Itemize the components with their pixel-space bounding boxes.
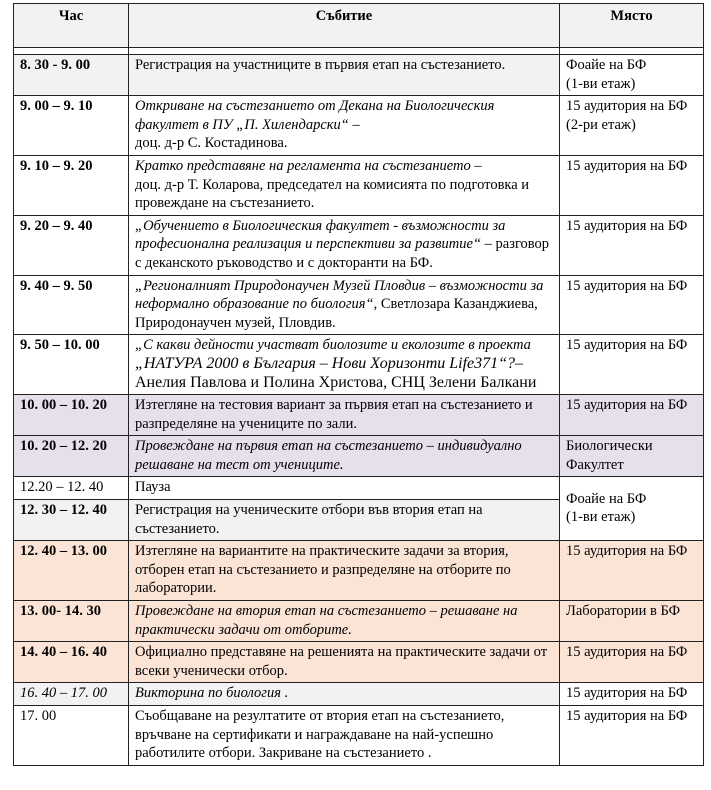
time-cell: 9. 00 – 9. 10 [14, 96, 129, 156]
table-row [14, 642, 704, 683]
time-cell: 17. 00 [14, 706, 129, 766]
header-place: Място [560, 4, 704, 48]
header-event: Събитие [129, 4, 560, 48]
header-time: Час [14, 4, 129, 48]
time-cell: 16. 40 – 17. 00 [14, 683, 129, 706]
event-cell: Откриване на състезанието от Декана на Биологическия факултет в ПУ „П. Хилендарски“ – доц. д-р С. Костадинова. [129, 96, 560, 156]
schedule-table [13, 3, 704, 766]
time-cell: 12.20 – 12. 40 [14, 477, 129, 500]
event-cell: Провеждане на първия етап на състезанието – индивидуално решаване на тест от учениците. [129, 436, 560, 477]
table-row [14, 55, 704, 96]
table-row [14, 96, 704, 156]
table-row [14, 601, 704, 642]
time-cell: 10. 00 – 10. 20 [14, 395, 129, 436]
time-cell: 12. 40 – 13. 00 [14, 541, 129, 601]
time-cell: 8. 30 - 9. 00 [14, 55, 129, 96]
event-cell: Регистрация на ученическите отбори във втория етап на състезанието. [129, 500, 560, 541]
place-cell: 15 аудитория на БФ (2-ри етаж) [560, 96, 704, 156]
header-row [14, 4, 704, 48]
place-cell: Фоайе на БФ (1-ви етаж) [560, 477, 704, 541]
spacer-row [14, 48, 704, 55]
place-cell: 15 аудитория на БФ [560, 155, 704, 215]
table-row [14, 477, 704, 500]
place-cell: Фоайе на БФ (1-ви етаж) [560, 55, 704, 96]
place-cell: 15 аудитория на БФ [560, 335, 704, 395]
place-cell: 15 аудитория на БФ [560, 215, 704, 275]
time-cell: 10. 20 – 12. 20 [14, 436, 129, 477]
event-cell: Регистрация на участниците в първия етап на състезанието. [129, 55, 560, 96]
time-cell: 13. 00- 14. 30 [14, 601, 129, 642]
table-row [14, 215, 704, 275]
event-cell: Провеждане на втория етап на състезанието – решаване на практически задачи от отборите. [129, 601, 560, 642]
time-cell: 9. 20 – 9. 40 [14, 215, 129, 275]
event-cell: „Обучението в Биологическия факултет - възможности за професионална реализация и перспективи за развитие“ – разговор с деканското ръководство и с докторанти на БФ. [129, 215, 560, 275]
event-cell: Пауза [129, 477, 560, 500]
place-cell: 15 аудитория на БФ [560, 642, 704, 683]
table-row [14, 683, 704, 706]
table-row [14, 436, 704, 477]
place-cell: Лаборатории в БФ [560, 601, 704, 642]
place-cell: 15 аудитория на БФ [560, 541, 704, 601]
event-cell: Викторина по биология . [129, 683, 560, 706]
time-cell: 9. 10 – 9. 20 [14, 155, 129, 215]
event-cell: Изтегляне на вариантите на практическите задачи за втория, отборен етап на състезанието и разпределяне на отборите по лаборатории. [129, 541, 560, 601]
event-cell: Изтегляне на тестовия вариант за първия етап на състезанието и разпределяне на учениците по зали. [129, 395, 560, 436]
place-cell: Биологически Факултет [560, 436, 704, 477]
place-cell: 15 аудитория на БФ [560, 275, 704, 335]
place-cell: 15 аудитория на БФ [560, 706, 704, 766]
table-row [14, 395, 704, 436]
event-cell: Кратко представяне на регламента на състезанието – доц. д-р Т. Коларова, председател на комисията по подготовка и провеждане на състезанието. [129, 155, 560, 215]
table-row [14, 335, 704, 395]
place-cell: 15 аудитория на БФ [560, 683, 704, 706]
event-cell: Официално представяне на решенията на практическите задачи от всеки ученически отбор. [129, 642, 560, 683]
time-cell: 9. 50 – 10. 00 [14, 335, 129, 395]
table-row [14, 541, 704, 601]
table-row [14, 706, 704, 766]
table-row [14, 155, 704, 215]
table-row [14, 275, 704, 335]
place-cell: 15 аудитория на БФ [560, 395, 704, 436]
event-cell: „Регионалният Природонаучен Музей Пловдив – възможности за неформално образование по биология“, Светлозара Казанджиева, Природонаучен музей, Пловдив. [129, 275, 560, 335]
time-cell: 9. 40 – 9. 50 [14, 275, 129, 335]
event-cell: Съобщаване на резултатите от втория етап на състезанието, връчване на сертификати и награждаване на най-успешно работилите отбори. Закриване на състезанието . [129, 706, 560, 766]
time-cell: 12. 30 – 12. 40 [14, 500, 129, 541]
event-cell: „С какви дейности участват биолозите и еколозите в проекта „НАТУРА 2000 в България – Нови Хоризонти Life371“?– Анелия Павлова и Полина Христова, СНЦ Зелени Балкани [129, 335, 560, 395]
time-cell: 14. 40 – 16. 40 [14, 642, 129, 683]
